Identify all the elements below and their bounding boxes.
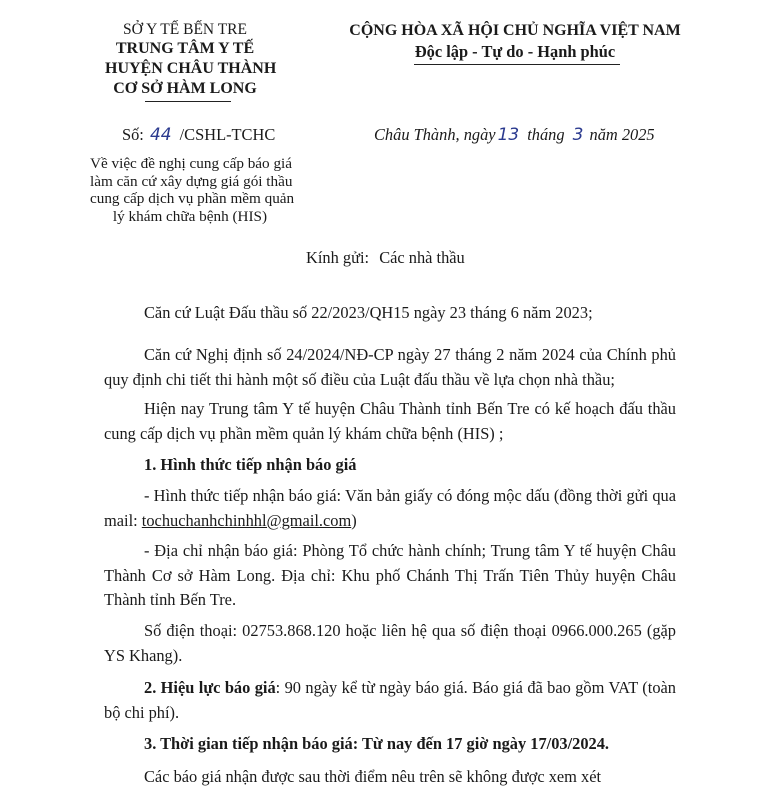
recipient-label: Kính gửi: <box>306 248 370 267</box>
section1-form-close: ) <box>351 510 357 530</box>
section1-title: 1. Hình thức tiếp nhận báo giá <box>144 455 357 474</box>
doc-number-suffix: /CSHL-TCHC <box>179 125 276 144</box>
header-left-underline <box>145 101 231 102</box>
paragraph-legal-basis-decree: Căn cứ Nghị định số 24/2024/NĐ-CP ngày 27 tháng 2 năm 2024 của Chính phủ quy định chi tiết thi hành một số điều của Luật đấu thầu về lựa chọn nhà thầu; <box>104 345 676 389</box>
header-left <box>105 21 277 99</box>
recipient-line <box>306 248 465 268</box>
header-right <box>340 21 690 63</box>
section1-form-text: - Hình thức tiếp nhận báo giá: Văn bản giấy có đóng mộc dấu (đồng thời gửi qua mail: <box>104 486 676 530</box>
section1-phone: Số điện thoại: 02753.868.120 hoặc liên hệ qua số điện thoại 0966.000.265 (gặp YS Khang). <box>104 621 676 665</box>
nation-motto: Độc lập - Tự do - Hạnh phúc <box>414 42 616 61</box>
date-month-label: tháng <box>527 125 565 144</box>
recipient-value: Các nhà thầu <box>379 248 465 267</box>
nation-title: CỘNG HÒA XÃ HỘI CHỦ NGHĨA VIỆT NAM <box>349 22 681 39</box>
document-number <box>122 125 275 145</box>
subject-block <box>90 155 295 225</box>
center-name-line1: TRUNG TÂM Y TẾ <box>115 40 255 57</box>
section1-form <box>104 484 676 533</box>
subject-line: cung cấp dịch vụ phần mềm quản <box>90 190 295 207</box>
date-year: năm 2025 <box>589 125 655 144</box>
paragraph-legal-basis-law: Căn cứ Luật Đấu thầu số 22/2023/QH15 ngày 23 tháng 6 năm 2023; <box>144 303 593 322</box>
header-right-underline <box>414 64 620 65</box>
doc-number-handwritten: 44 <box>149 125 172 145</box>
date-place: Châu Thành, ngày <box>374 125 496 144</box>
section3: 3. Thời gian tiếp nhận báo giá: Từ nay đến 17 giờ ngày 17/03/2024. <box>144 734 610 753</box>
doc-number-prefix: Số: <box>122 125 144 144</box>
section2-title: 2. Hiệu lực báo giá <box>144 678 276 697</box>
subject-line: Về việc đề nghị cung cấp báo giá <box>90 155 292 172</box>
unit-name: CƠ SỞ HÀM LONG <box>113 80 257 97</box>
subject-line: làm căn cứ xây dựng giá gói thầu <box>90 172 293 190</box>
department-name: SỞ Y TẾ BẾN TRE <box>122 21 247 38</box>
closing-note: Các báo giá nhận được sau thời điểm nêu trên sẽ không được xem xét <box>144 767 602 786</box>
date-line <box>374 125 655 145</box>
date-month-handwritten: 3 <box>572 125 584 145</box>
section2-text: : 90 ngày kể từ ngày báo giá. Báo giá đã bao gồm VAT (toàn bộ chi phí). <box>104 678 676 722</box>
email-link[interactable]: tochuchanhchinhhl@gmail.com <box>141 510 352 530</box>
date-day-handwritten: 13 <box>497 125 520 145</box>
subject-line: lý khám chữa bệnh (HIS) <box>112 207 268 225</box>
section1-address: - Địa chỉ nhận báo giá: Phòng Tổ chức hành chính; Trung tâm Y tế huyện Châu Thành Cơ sở Hàm Long. Địa chỉ: Khu phố Chánh Thị Trấn Tiên Thủy huyện Châu Thành tỉnh Bến Tre. <box>104 541 676 609</box>
center-name-line2: HUYỆN CHÂU THÀNH <box>105 60 277 77</box>
paragraph-plan: Hiện nay Trung tâm Y tế huyện Châu Thành tỉnh Bến Tre có kế hoạch đấu thầu cung cấp dịch vụ phần mềm quản lý khám chữa bệnh (HIS) ; <box>104 399 676 443</box>
section2 <box>104 676 676 725</box>
